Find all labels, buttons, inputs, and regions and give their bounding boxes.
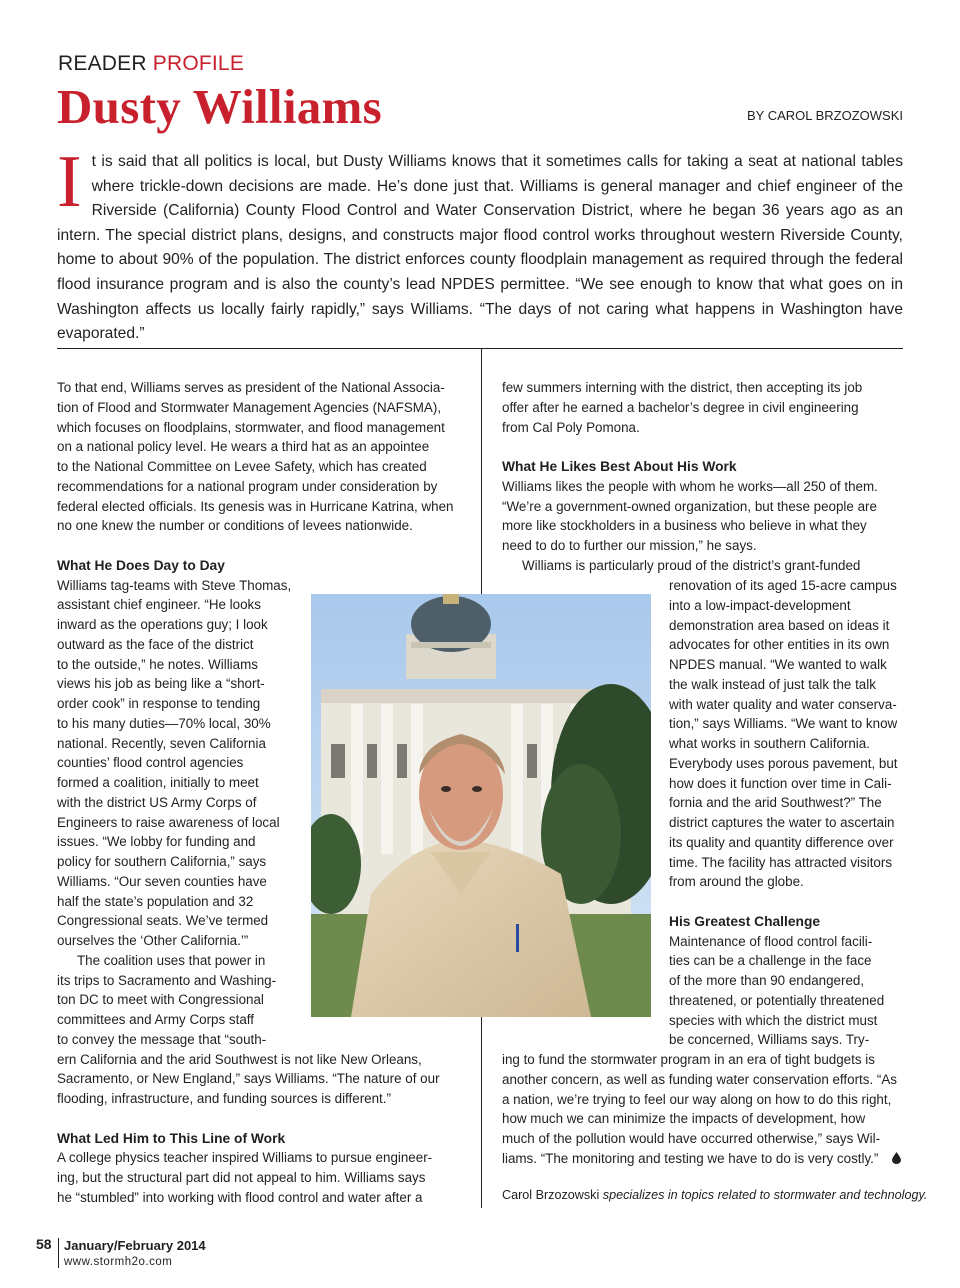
text-line: which focuses on floodplains, stormwater, and flood management <box>57 419 445 435</box>
text-line: Williams likes the people with whom he works—all 250 of them. <box>502 478 878 494</box>
text-line: “We’re a government-owned organization, but these people are <box>502 498 877 514</box>
text-line: to his many duties—70% local, 30% <box>57 715 271 731</box>
text-line: to convey the message that “south- <box>57 1031 267 1047</box>
intro-paragraph <box>57 141 903 347</box>
text-line: district captures the water to ascertain <box>669 815 895 830</box>
text-line: with water quality and water conserva- <box>669 696 897 712</box>
bio-text: specializes in topics related to stormwater and technology. <box>602 1188 928 1202</box>
text-line: formed a coalition, initially to meet <box>57 775 259 790</box>
heading-line-of-work: What Led Him to This Line of Work <box>57 1130 286 1146</box>
water-drop-icon <box>892 1152 901 1164</box>
text-line: what works in southern California. <box>669 736 870 751</box>
text-line: to the National Committee on Levee Safety, which has created <box>57 459 427 474</box>
text-line: few summers interning with the district, then accepting its job <box>502 380 863 395</box>
text-line: he “stumbled” into working with flood control and water after a <box>57 1189 423 1205</box>
text-line: outward as the face of the district <box>57 636 254 652</box>
section-kicker <box>58 52 244 76</box>
text-line: much of the pollution would have occurred otherwise,” says Wil- <box>502 1131 881 1146</box>
text-line: A college physics teacher inspired Williams to pursue engineer- <box>57 1150 433 1166</box>
text-line: NPDES manual. “We wanted to walk <box>669 657 887 672</box>
text-line: its quality and quantity difference over <box>669 834 894 850</box>
text-line: inward as the operations guy; I look <box>57 617 268 632</box>
intro-text: t is said that all politics is local, but Dusty Williams knows that it sometimes calls for taking a seat at national tables where trickle-down decisions are made. He’s done just that. Williams is general manager and chief engineer of the Riverside (California) County Flood Control and Water Conservation District, where he began 36 years ago as an intern. The special district plans, designs, and constructs major flood control works throughout western Riverside County, home to about 90% of the population. The district enforces county floodplain management as required through the federal flood insurance program and is also the county’s lead NPDES permittee. “We see enough to know that what goes on in Washington affects us locally fairly rapidly,” says Williams. “The days of not caring what happens in Washington have evaporated.” <box>57 153 903 343</box>
text-line: Maintenance of flood control facili- <box>669 933 873 949</box>
text-line: threatened, or potentially threatened <box>669 992 885 1008</box>
text-line: ing, but the structural part did not appeal to him. Williams says <box>57 1170 426 1185</box>
text-line: more like stockholders in a business who believe in what they <box>502 518 867 534</box>
text-line: need to do to further our mission,” he says. <box>502 538 757 553</box>
text-line: recommendations for a national program under consideration by <box>57 478 438 494</box>
text-line: committees and Army Corps staff <box>57 1012 254 1027</box>
kicker-reader: READER <box>58 52 147 75</box>
text-line: order cook” in response to tending <box>57 696 261 711</box>
text-line: tion of Flood and Stormwater Management Agencies (NAFSMA), <box>57 399 442 415</box>
left-paragraph-1 <box>57 378 453 536</box>
article-title: Dusty Williams <box>57 79 383 134</box>
left-paragraph-4 <box>57 1148 453 1207</box>
right-paragraph-3 <box>669 576 898 892</box>
heading-day-to-day: What He Does Day to Day <box>57 557 225 573</box>
text-line: into a low-impact-development <box>669 597 851 613</box>
text-line: demonstration area based on ideas it <box>669 617 890 633</box>
text-line: time. The facility has attracted visitors <box>669 854 893 870</box>
text-line: from Cal Poly Pomona. <box>502 419 640 435</box>
text-line: To that end, Williams serves as president of the National Associa- <box>57 380 445 395</box>
bio-author-name: Carol Brzozowski <box>502 1188 600 1202</box>
right-column-top <box>502 378 878 576</box>
text-line: The coalition uses that power in <box>77 952 266 968</box>
text-line: renovation of its aged 15-acre campus <box>669 578 897 593</box>
text-line: another concern, as well as funding water conservation efforts. “As <box>502 1071 897 1087</box>
text-line: of the more than 90 endangered, <box>669 973 865 988</box>
portrait-photo <box>311 594 651 1017</box>
kicker-profile: PROFILE <box>152 52 245 75</box>
heading-likes-best: What He Likes Best About His Work <box>502 459 737 474</box>
text-line: ern California and the arid Southwest is not like New Orleans, <box>57 1051 422 1067</box>
text-line: fornia and the arid Southwest?” The <box>669 795 882 811</box>
heading-greatest-challenge: His Greatest Challenge <box>669 913 821 929</box>
footer-separator <box>58 1238 59 1268</box>
text-line: with the district US Army Corps of <box>57 794 257 810</box>
right-paragraph-2 <box>502 477 878 556</box>
issue-date: January/February 2014 <box>64 1238 206 1253</box>
text-line: from around the globe. <box>669 874 804 890</box>
text-line: Engineers to raise awareness of local <box>57 814 280 830</box>
text-line: federal elected officials. Its genesis was in Hurricane Katrina, when <box>57 498 454 514</box>
right-column-bottom <box>502 1050 897 1169</box>
page-number: 58 <box>36 1236 52 1252</box>
text-line: be concerned, Williams says. Try- <box>669 1032 870 1048</box>
text-line: half the state’s population and 32 <box>57 893 254 909</box>
text-line: tion,” says Williams. “We want to know <box>669 716 898 732</box>
right-paragraph-4 <box>669 932 898 1051</box>
right-paragraph-5 <box>502 1050 897 1169</box>
drop-cap: I <box>57 141 82 223</box>
right-column-wrap <box>669 576 898 1050</box>
text-line: a nation, we’re trying to feel our way along on how to do this right, <box>502 1091 892 1107</box>
text-line: species with which the district must <box>669 1012 878 1028</box>
text-line: on a national policy level. He wears a third hat as an appointee <box>57 439 430 455</box>
text-line: ties can be a challenge in the face <box>669 953 872 969</box>
text-line: liams. “The monitoring and testing we have to do is very costly.” <box>502 1150 879 1166</box>
text-line: ing to fund the stormwater program in an era of tight budgets is <box>502 1052 875 1067</box>
text-line: advocates for other entities in its own <box>669 637 890 653</box>
text-line: counties’ flood control agencies <box>57 755 244 771</box>
website-url: www.stormh2o.com <box>64 1256 173 1268</box>
right-paragraph-3-first-line: Williams is particularly proud of the district’s grant-funded <box>522 557 861 573</box>
text-line: ton DC to meet with Congressional <box>57 992 264 1008</box>
text-line: Sacramento, or New England,” says Williams. “The nature of our <box>57 1071 440 1087</box>
text-line: ourselves the ‘Other California.’” <box>57 933 249 948</box>
text-line: assistant chief engineer. “He looks <box>57 597 261 613</box>
text-line: its trips to Sacramento and Washing- <box>57 972 277 988</box>
text-line: national. Recently, seven California <box>57 735 266 751</box>
right-paragraph-1 <box>502 378 878 437</box>
text-line: Everybody uses porous pavement, but <box>669 755 898 771</box>
photo-illustration <box>311 594 651 1017</box>
text-line: Congressional seats. We’ve termed <box>57 913 269 929</box>
byline: BY CAROL BRZOZOWSKI <box>746 108 903 123</box>
text-line: views his job as being like a “short- <box>57 676 265 692</box>
text-line: offer after he earned a bachelor’s degree in civil engineering <box>502 399 859 415</box>
text-line: no one knew the number or conditions of levees nationwide. <box>57 518 413 534</box>
text-line: flooding, infrastructure, and funding sources is different.” <box>57 1091 391 1106</box>
text-line: the walk instead of just talk the talk <box>669 676 876 692</box>
author-bio <box>502 1188 927 1202</box>
text-line: how much we can minimize the impacts of development, how <box>502 1111 866 1127</box>
text-line: issues. “We lobby for funding and <box>57 834 256 850</box>
text-line: Williams tag-teams with Steve Thomas, <box>57 577 292 593</box>
text-line: how does it function over time in Cali- <box>669 775 892 791</box>
text-line: policy for southern California,” says <box>57 854 267 869</box>
text-line: Williams. “Our seven counties have <box>57 873 267 889</box>
text-line: to the outside,” he notes. Williams <box>57 656 258 672</box>
horizontal-divider <box>57 348 903 349</box>
